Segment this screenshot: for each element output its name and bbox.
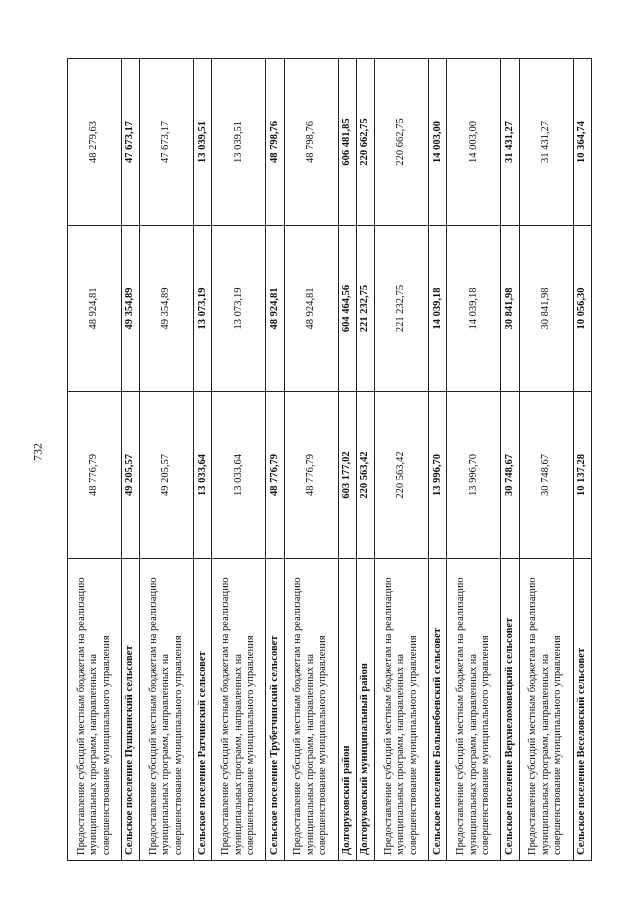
row-value-2-cell: 221 232,75 [356, 226, 374, 392]
row-value-2-cell: 10 056,30 [573, 226, 591, 392]
row-value-2-cell: 604 464,56 [338, 226, 356, 392]
row-value-2-cell: 30 841,98 [501, 226, 519, 392]
row-value-1-cell: 49 205,57 [140, 392, 194, 559]
row-name-cell: Предоставление субсидий местным бюджетам на реализацию муниципальных программ, направленных на совершенствование муниципального управления [447, 559, 501, 861]
row-value-3-cell: 14 003,00 [429, 59, 447, 226]
row-value-1-cell: 48 776,79 [68, 392, 122, 559]
row-value-2-cell: 13 073,19 [194, 226, 212, 392]
row-value-3-cell: 13 039,51 [194, 59, 212, 226]
row-value-3-cell: 47 673,17 [121, 59, 139, 226]
row-value-3-cell: 10 364,74 [573, 59, 591, 226]
table-row [447, 59, 501, 861]
row-value-1-cell: 13 033,64 [212, 392, 266, 559]
row-value-2-cell: 30 841,98 [519, 226, 573, 392]
row-name-cell: Сельское поселение Большебоевский сельсовет [429, 559, 447, 861]
row-value-2-cell: 49 354,89 [140, 226, 194, 392]
row-value-1-cell: 30 748,67 [519, 392, 573, 559]
row-name-cell: Предоставление субсидий местным бюджетам на реализацию муниципальных программ, направленных на совершенствование муниципального управления [140, 559, 194, 861]
row-value-3-cell: 48 798,76 [266, 59, 284, 226]
row-value-1-cell: 49 205,57 [121, 392, 139, 559]
row-value-1-cell: 48 776,79 [284, 392, 338, 559]
row-value-2-cell: 14 039,18 [429, 226, 447, 392]
row-value-3-cell: 31 431,27 [501, 59, 519, 226]
table-row [501, 59, 519, 861]
row-value-1-cell: 13 996,70 [447, 392, 501, 559]
row-name-cell: Предоставление субсидий местным бюджетам на реализацию муниципальных программ, направленных на совершенствование муниципального управления [212, 559, 266, 861]
row-value-1-cell: 220 563,42 [356, 392, 374, 559]
row-value-3-cell: 48 798,76 [284, 59, 338, 226]
row-value-1-cell: 220 563,42 [375, 392, 429, 559]
page-number: 732 [30, 443, 45, 461]
budget-table [67, 58, 592, 861]
table-row [212, 59, 266, 861]
row-value-1-cell: 13 996,70 [429, 392, 447, 559]
row-value-1-cell: 13 033,64 [194, 392, 212, 559]
row-name-cell: Сельское поселение Трубетчинский сельсовет [266, 559, 284, 861]
row-value-3-cell: 13 039,51 [212, 59, 266, 226]
table-row [284, 59, 338, 861]
row-value-2-cell: 48 924,81 [68, 226, 122, 392]
row-name-cell: Предоставление субсидий местным бюджетам на реализацию муниципальных программ, направленных на совершенствование муниципального управления [519, 559, 573, 861]
row-value-2-cell: 49 354,89 [121, 226, 139, 392]
row-value-3-cell: 47 673,17 [140, 59, 194, 226]
row-value-2-cell: 14 039,18 [447, 226, 501, 392]
row-value-2-cell: 48 924,81 [266, 226, 284, 392]
table-row [429, 59, 447, 861]
table-row [68, 59, 122, 861]
row-value-1-cell: 30 748,67 [501, 392, 519, 559]
table-row [121, 59, 139, 861]
table-row [519, 59, 573, 861]
row-value-1-cell: 48 776,79 [266, 392, 284, 559]
row-name-cell: Предоставление субсидий местным бюджетам на реализацию муниципальных программ, направленных на совершенствование муниципального управления [284, 559, 338, 861]
row-name-cell: Сельское поселение Верхнеломовецкий сельсовет [501, 559, 519, 861]
table-row [338, 59, 356, 861]
row-value-3-cell: 48 279,63 [68, 59, 122, 226]
row-name-cell: Долгоруковский муниципальный район [356, 559, 374, 861]
row-name-cell: Сельское поселение Веселовский сельсовет [573, 559, 591, 861]
table-row [266, 59, 284, 861]
budget-table-container [67, 59, 592, 861]
row-value-2-cell: 13 073,19 [212, 226, 266, 392]
row-value-3-cell: 31 431,27 [519, 59, 573, 226]
row-name-cell: Предоставление субсидий местным бюджетам на реализацию муниципальных программ, направленных на совершенствование муниципального управления [68, 559, 122, 861]
table-row [375, 59, 429, 861]
table-row [573, 59, 591, 861]
row-name-cell: Долгоруковский район [338, 559, 356, 861]
table-row [140, 59, 194, 861]
row-name-cell: Сельское поселение Пушкинский сельсовет [121, 559, 139, 861]
row-value-3-cell: 220 662,75 [375, 59, 429, 226]
budget-table-body [68, 59, 592, 861]
row-value-3-cell: 220 662,75 [356, 59, 374, 226]
table-row [356, 59, 374, 861]
row-value-3-cell: 14 003,00 [447, 59, 501, 226]
table-row [194, 59, 212, 861]
row-value-3-cell: 606 481,85 [338, 59, 356, 226]
row-value-2-cell: 221 232,75 [375, 226, 429, 392]
row-value-1-cell: 10 137,28 [573, 392, 591, 559]
budget-table-rotated [67, 59, 592, 861]
row-name-cell: Предоставление субсидий местным бюджетам на реализацию муниципальных программ, направленных на совершенствование муниципального управления [375, 559, 429, 861]
row-name-cell: Сельское поселение Ратчинский сельсовет [194, 559, 212, 861]
row-value-2-cell: 48 924,81 [284, 226, 338, 392]
row-value-1-cell: 603 177,02 [338, 392, 356, 559]
